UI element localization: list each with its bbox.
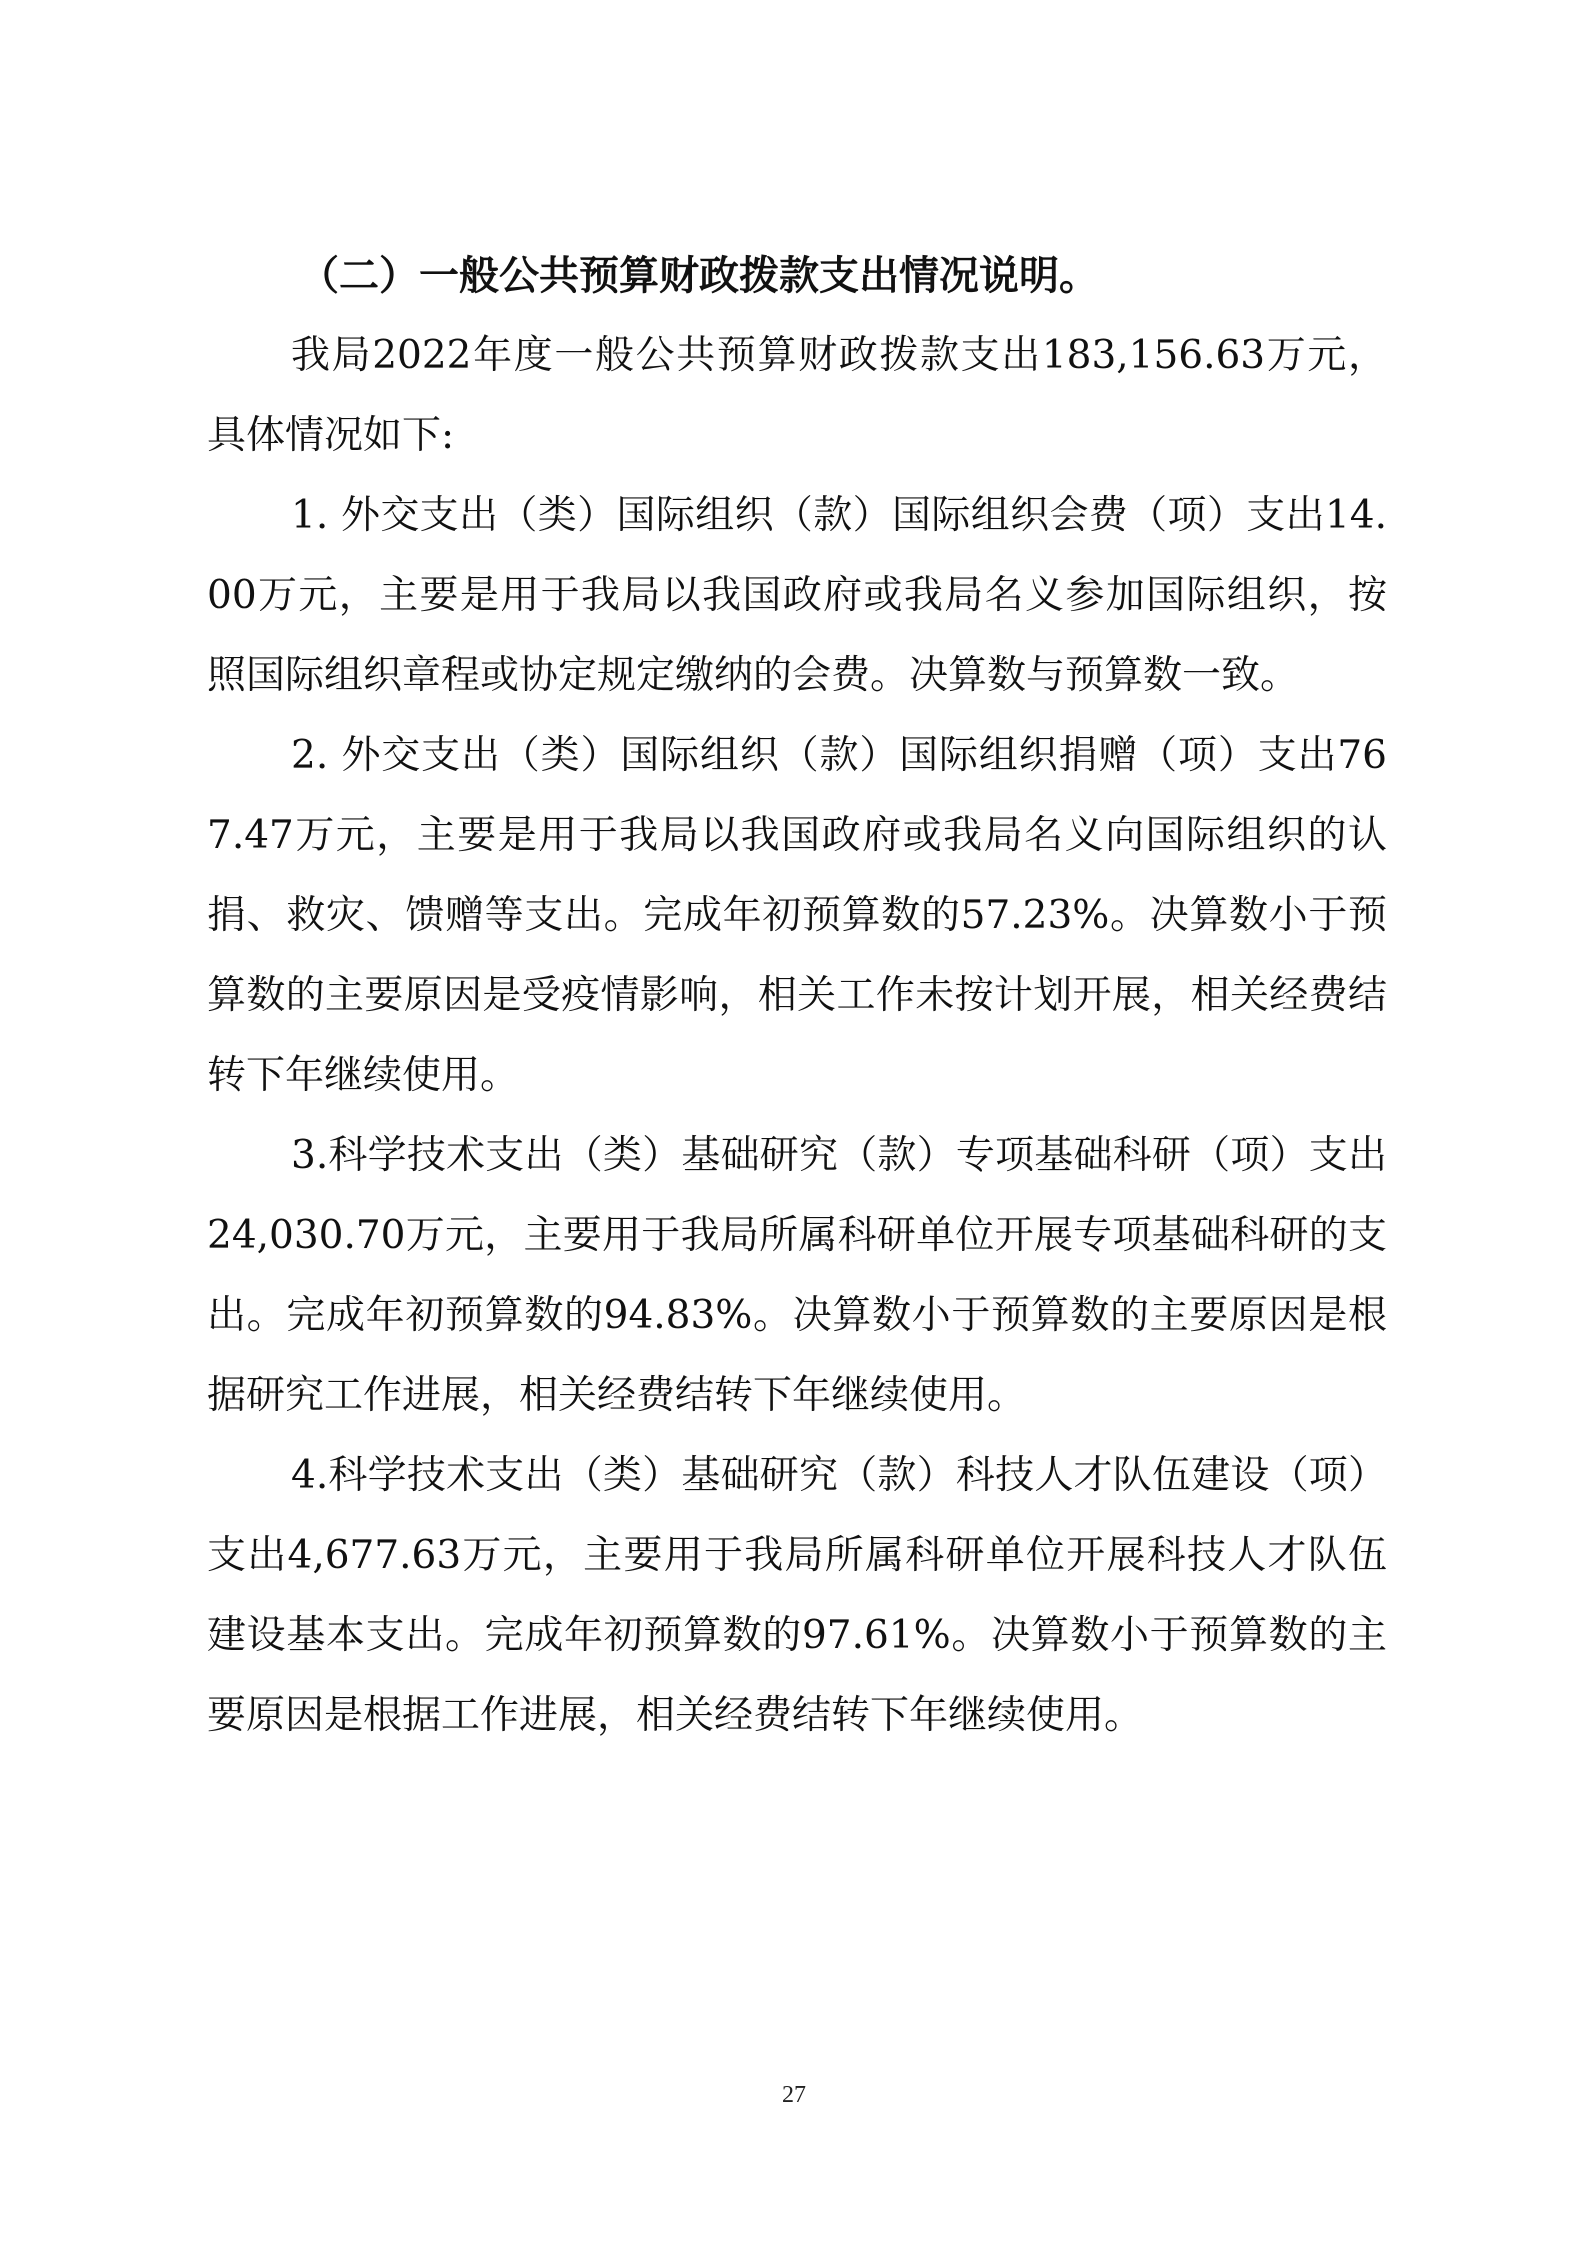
paragraph-item-1: 1. 外交支出（类）国际组织（款）国际组织会费（项）支出14.00万元，主要是用于我局以我国政府或我局名义参加国际组织，按照国际组织章程或协定规定缴纳的会费。决算数与预算数一致。 <box>207 493 1387 698</box>
paragraph-item-2: 2. 外交支出（类）国际组织（款）国际组织捐赠（项）支出767.47万元，主要是用于我局以我国政府或我局名义向国际组织的认捐、救灾、馈赠等支出。完成年初预算数的57.23%。决算数小于预算数的主要原因是受疫情影响，相关工作未按计划开展，相关经费结转下年继续使用。 <box>207 733 1387 1098</box>
paragraph-intro: 我局2022年度一般公共预算财政拨款支出183,156.63万元，具体情况如下: <box>207 333 1387 458</box>
section-heading: （二）一般公共预算财政拨款支出情况说明。 <box>299 253 1099 299</box>
document-body <box>207 236 1387 1756</box>
paragraph-item-3: 3.科学技术支出（类）基础研究（款）专项基础科研（项）支出24,030.70万元，主要用于我局所属科研单位开展专项基础科研的支出。完成年初预算数的94.83%。决算数小于预算数的主要原因是根据研究工作进展，相关经费结转下年继续使用。 <box>207 1133 1387 1418</box>
page-number: 27 <box>782 2082 806 2108</box>
paragraph-item-4: 4.科学技术支出（类）基础研究（款）科技人才队伍建设（项）支出4,677.63万元，主要用于我局所属科研单位开展科技人才队伍建设基本支出。完成年初预算数的97.61%。决算数小于预算数的主要原因是根据工作进展，相关经费结转下年继续使用。 <box>207 1453 1387 1738</box>
